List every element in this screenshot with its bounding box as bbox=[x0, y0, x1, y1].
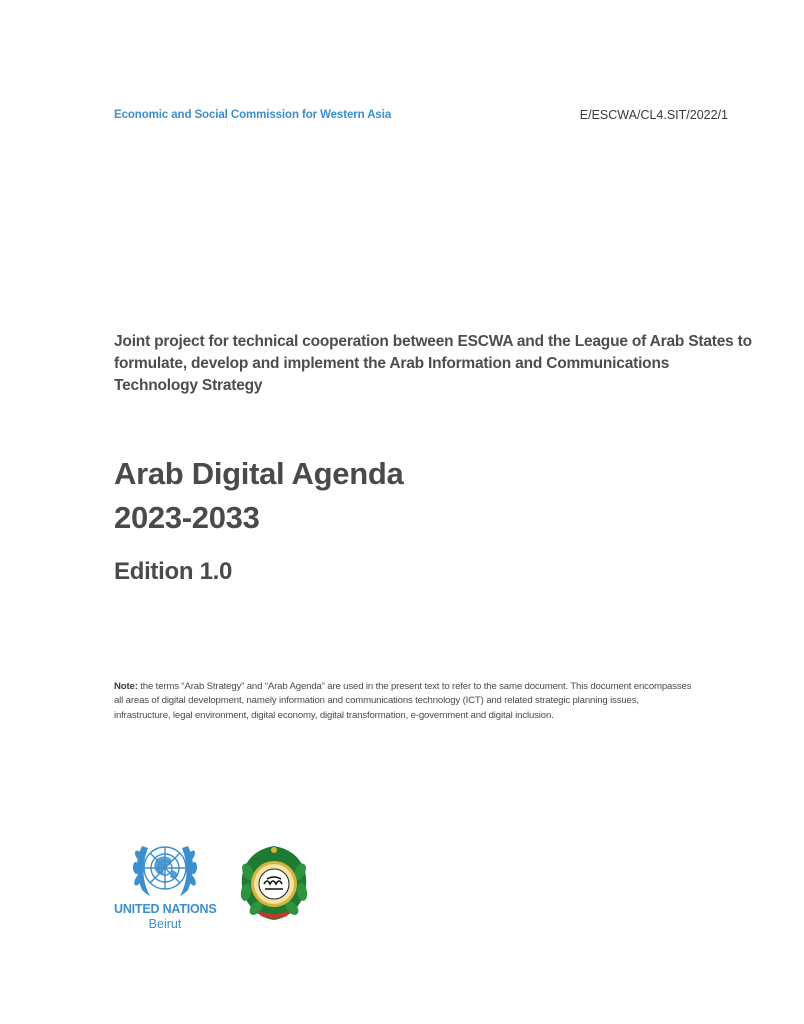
un-logo bbox=[114, 836, 216, 931]
note-text: the terms “Arab Strategy” and “Arab Agenda” are used in the present text to refer to the same document. This document encompasses all areas of digital development, namely information and communications technology (ICT) and related strategic planning issues, infrastructure, legal environment, digital economy, digital transformation, e-government and digital inclusion. bbox=[114, 681, 692, 721]
note-paragraph bbox=[114, 680, 694, 723]
organization-name: Economic and Social Commission for Western Asia bbox=[114, 109, 392, 121]
un-name: UNITED NATIONS bbox=[114, 902, 217, 916]
edition-label: Edition 1.0 bbox=[114, 558, 233, 585]
document-symbol: E/ESCWA/CL4.SIT/2022/1 bbox=[579, 108, 728, 122]
note-label: Note: bbox=[114, 681, 138, 692]
un-emblem-icon bbox=[128, 836, 202, 900]
league-of-arab-states-emblem-icon bbox=[236, 842, 312, 924]
page-title bbox=[114, 452, 403, 540]
title-line-2: 2023-2033 bbox=[114, 500, 260, 535]
project-description: Joint project for technical cooperation between ESCWA and the League of Arab States to formulate, develop and implement the Arab Information and Communications Technology Strategy bbox=[114, 333, 752, 394]
title-line-1: Arab Digital Agenda bbox=[114, 456, 404, 491]
un-city: Beirut bbox=[148, 917, 182, 931]
